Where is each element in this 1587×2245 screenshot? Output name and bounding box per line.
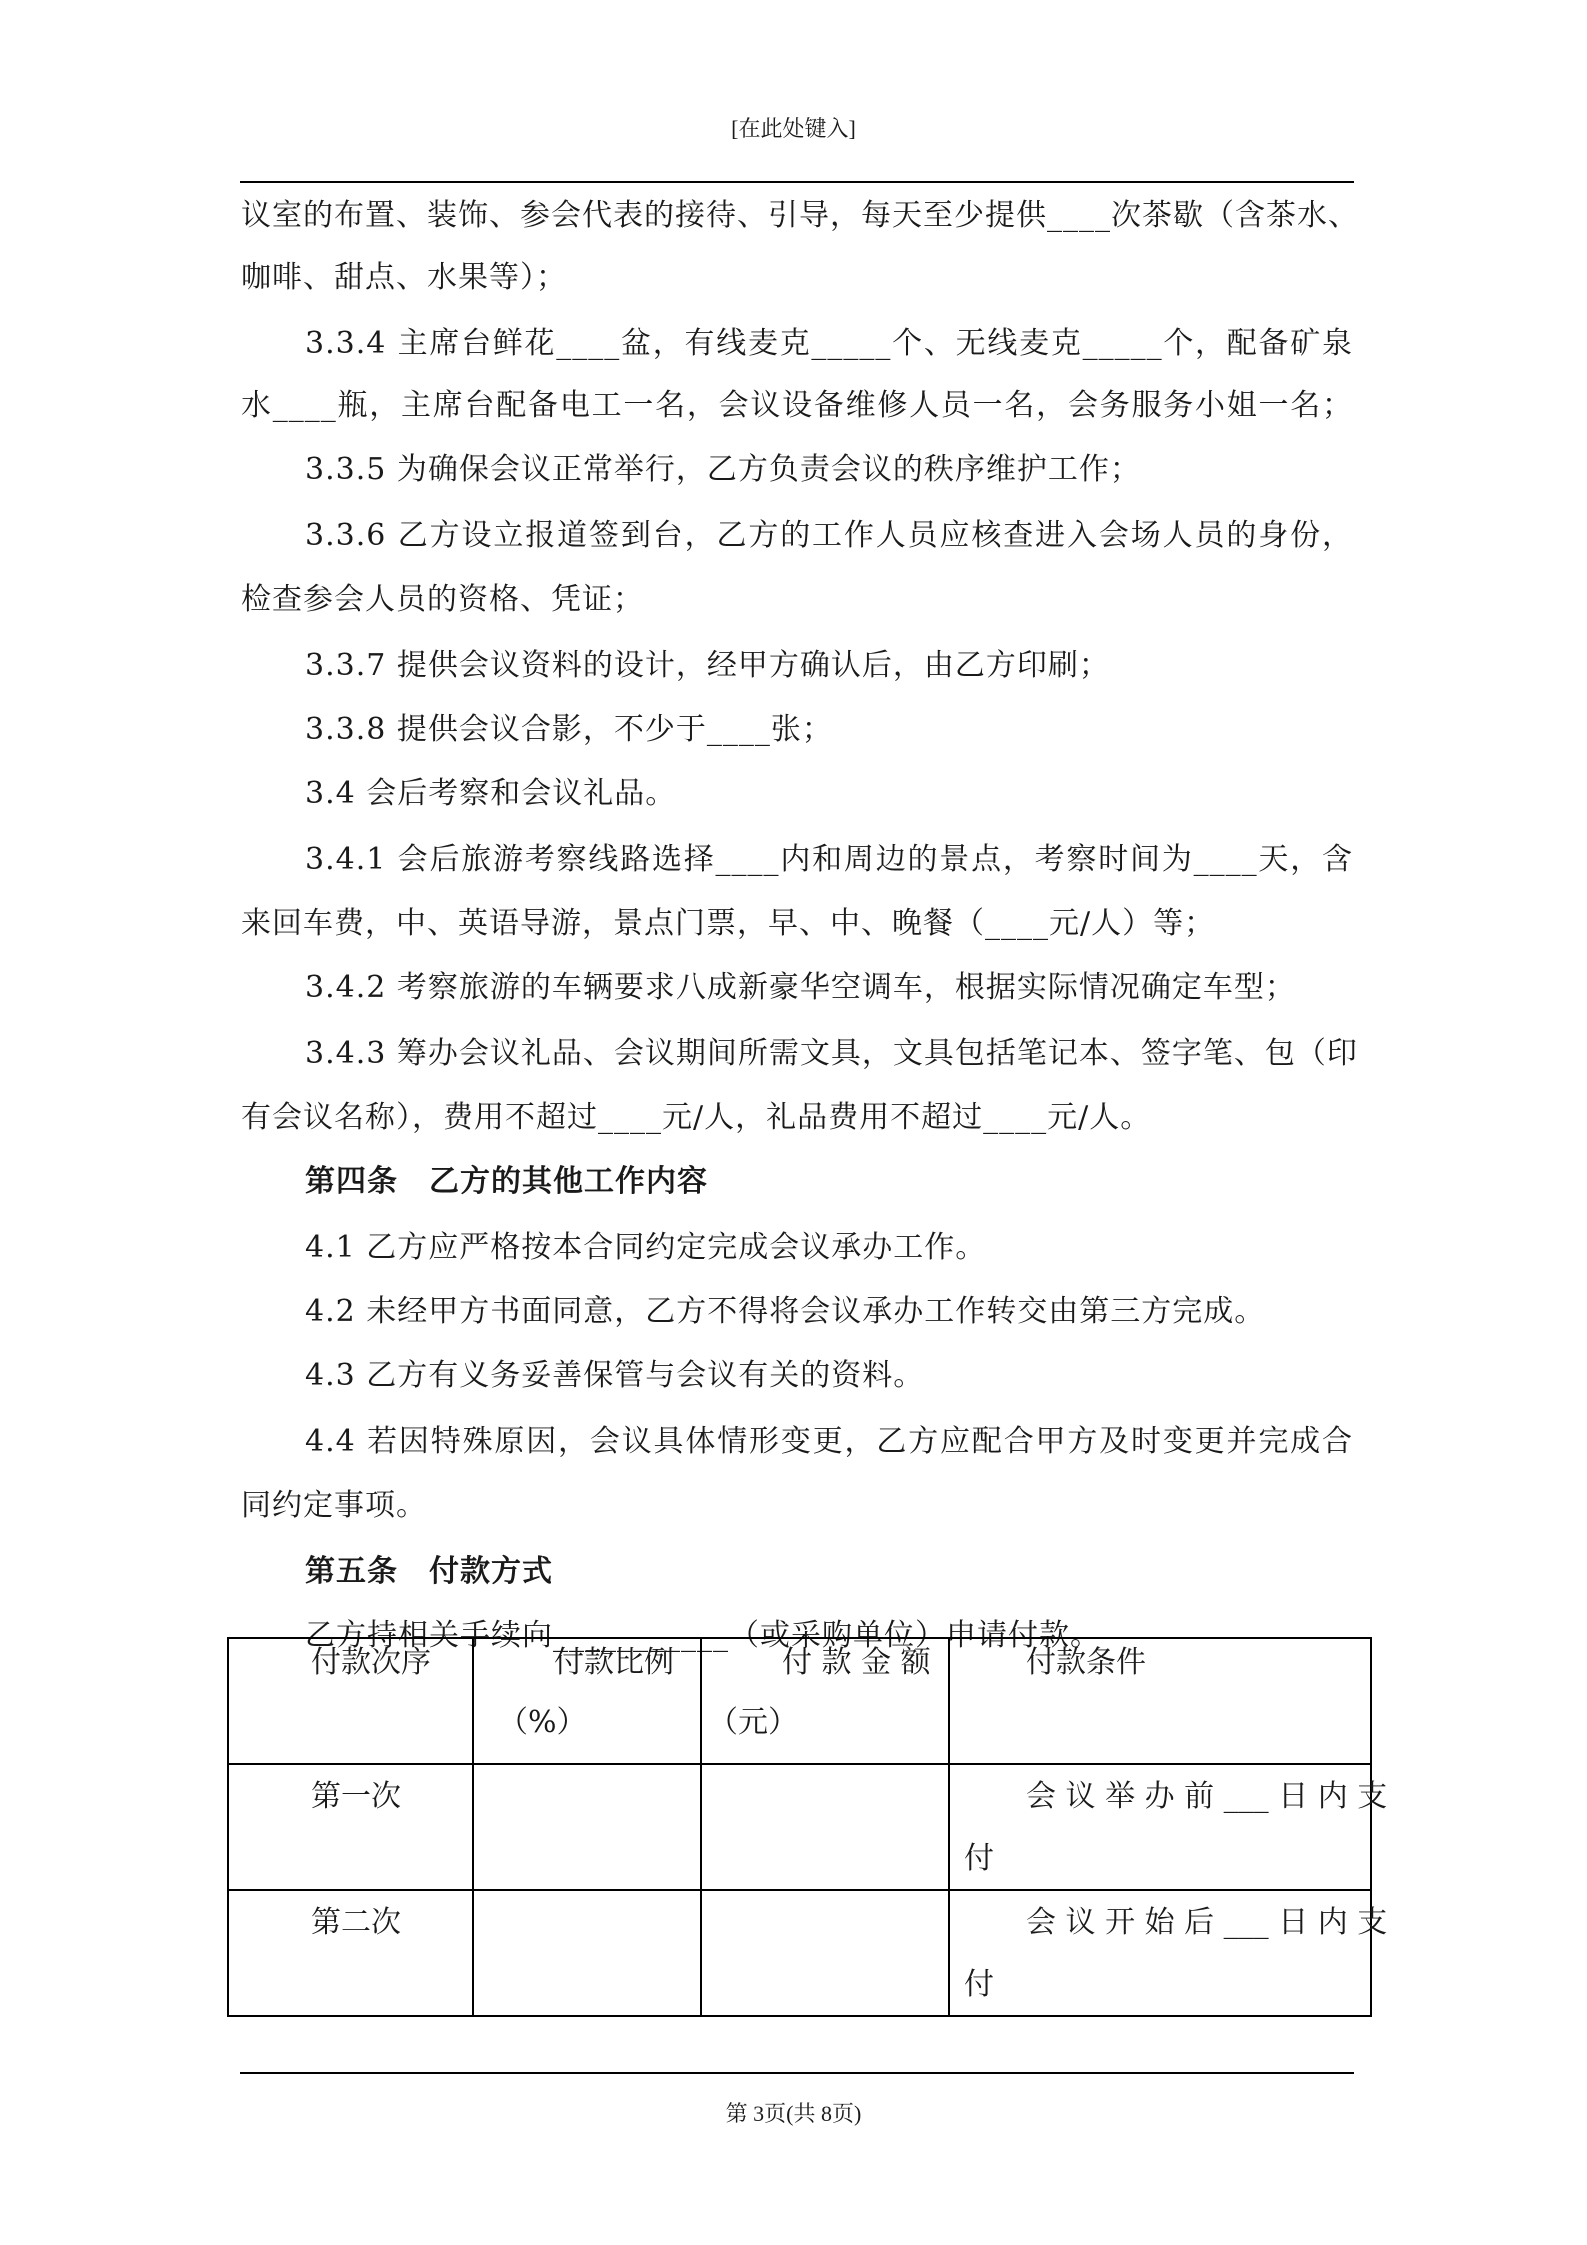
header-cell-amount: [701, 1638, 949, 1764]
paragraph-line: 来回车费，中、英语导游，景点门票，早、中、晚餐（____元/人）等；: [241, 906, 1216, 941]
paragraph-line: 检查参会人员的资格、凭证；: [241, 582, 644, 617]
row-ratio-cell: [473, 1764, 701, 1890]
header-amount-unit: （元）: [708, 1705, 798, 1740]
payment-table-header-row: [228, 1638, 1371, 1764]
section-heading: 第五条 付款方式: [305, 1554, 553, 1589]
paragraph-line: 4.1 乙方应严格按本合同约定完成会议承办工作。: [305, 1230, 987, 1265]
paragraph-line: 3.3.5 为确保会议正常举行，乙方负责会议的秩序维护工作；: [305, 452, 1141, 487]
row-condition-cell: [949, 1764, 1388, 1890]
paragraph-line: 3.4.1 会后旅游考察线路选择____内和周边的景点，考察时间为____天，含: [305, 842, 1353, 877]
row-order-cell: [228, 1890, 473, 2016]
paragraph-line: 4.4 若因特殊原因，会议具体情形变更，乙方应配合甲方及时变更并完成合: [305, 1424, 1353, 1459]
row-order-text: 第二次: [311, 1905, 401, 1940]
table-row: [228, 1764, 1371, 1890]
row-condition-text-cont: 付: [964, 1967, 994, 2002]
paragraph-line: 3.4 会后考察和会议礼品。: [305, 776, 677, 811]
paragraph-line: 乙方持相关手续向___________（或采购单位）申请付款。: [305, 1618, 1101, 1653]
payment-table: [227, 1637, 1388, 2017]
paragraph-line: 3.3.4 主席台鲜花____盆，有线麦克_____个、无线麦克_____个，配备矿泉: [305, 326, 1353, 361]
paragraph-line: 3.3.8 提供会议合影，不少于____张；: [305, 712, 833, 747]
paragraph-line: 4.2 未经甲方书面同意，乙方不得将会议承办工作转交由第三方完成。: [305, 1294, 1266, 1329]
paragraph-line: 3.4.2 考察旅游的车辆要求八成新豪华空调车，根据实际情况确定车型；: [305, 970, 1296, 1005]
header-rule: [240, 181, 1354, 183]
row-amount-cell: [701, 1764, 949, 1890]
footer-rule: [240, 2072, 1354, 2074]
paragraph-line: 4.3 乙方有义务妥善保管与会议有关的资料。: [305, 1358, 925, 1393]
header-amount-text: 付 款 金 额: [782, 1645, 931, 1680]
paragraph-line: 3.4.3 筹办会议礼品、会议期间所需文具，文具包括笔记本、签字笔、包（印: [305, 1036, 1358, 1071]
row-condition-text: 会 议 举 办 前 ___ 日 内 支: [1026, 1779, 1388, 1814]
row-condition-text: 会 议 开 始 后 ___ 日 内 支: [1026, 1905, 1388, 1940]
header-cell-ratio: [473, 1638, 701, 1764]
row-ratio-cell: [473, 1890, 701, 2016]
paragraph-line: 水____瓶，主席台配备电工一名，会议设备维修人员一名，会务服务小姐一名；: [241, 388, 1353, 423]
row-condition-text-cont: 付: [964, 1841, 994, 1876]
page-footer: 第 3页(共 8页): [725, 2101, 862, 2126]
row-order-cell: [228, 1764, 473, 1890]
paragraph-line: 3.3.6 乙方设立报道签到台，乙方的工作人员应核查进入会场人员的身份，: [305, 518, 1353, 553]
paragraph-line: 有会议名称），费用不超过____元/人，礼品费用不超过____元/人。: [241, 1100, 1152, 1135]
table-row: [228, 1890, 1371, 2016]
row-condition-cell: [949, 1890, 1388, 2016]
paragraph-line: 议室的布置、装饰、参会代表的接待、引导，每天至少提供____次茶歇（含茶水、: [241, 198, 1359, 233]
page-header: [在此处键入]: [731, 116, 856, 141]
paragraph-line: 咖啡、甜点、水果等）；: [241, 260, 567, 295]
paragraph-line: 同约定事项。: [241, 1488, 427, 1523]
header-ratio-text: 付款比例: [554, 1645, 674, 1680]
header-cell-order: [228, 1638, 473, 1764]
header-condition-text: 付款条件: [1026, 1645, 1146, 1680]
header-cell-condition: [949, 1638, 1371, 1764]
row-order-text: 第一次: [311, 1779, 401, 1814]
paragraph-line: 3.3.7 提供会议资料的设计，经甲方确认后，由乙方印刷；: [305, 648, 1110, 683]
row-amount-cell: [701, 1890, 949, 2016]
header-order-text: 付款次序: [311, 1645, 431, 1680]
header-ratio-unit: （%）: [498, 1705, 587, 1740]
section-heading: 第四条 乙方的其他工作内容: [305, 1164, 708, 1199]
